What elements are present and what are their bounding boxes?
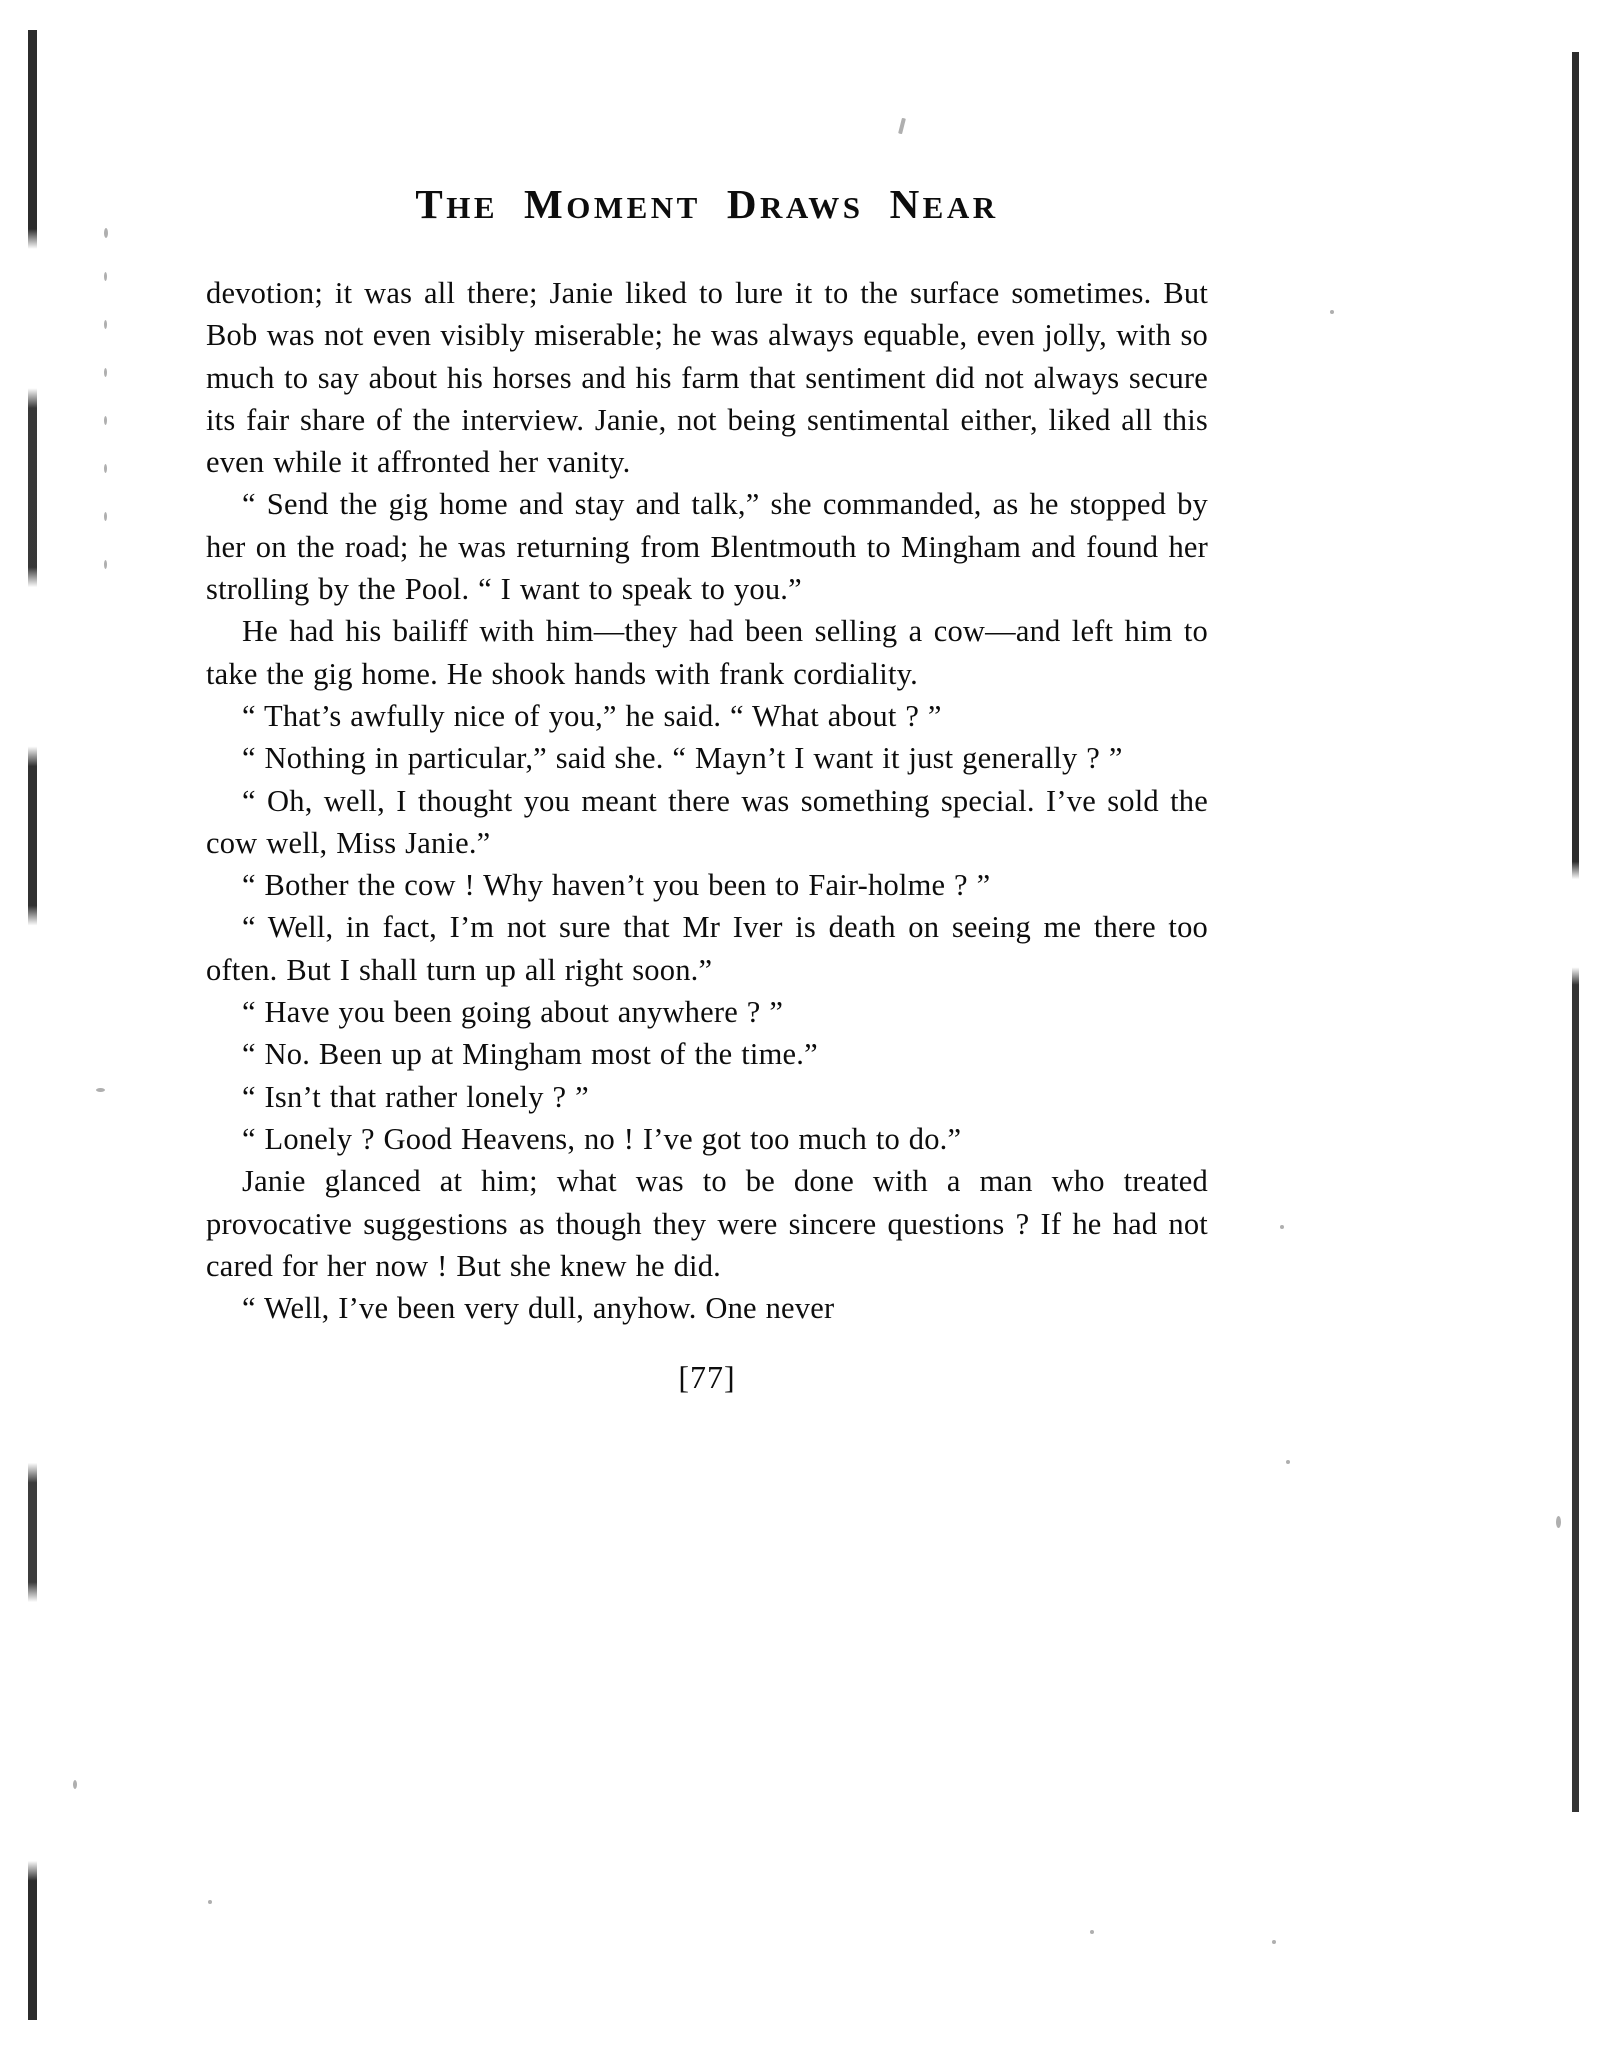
paragraph: “ Have you been going about anywhere ? ” xyxy=(242,995,784,1030)
scan-edge-left xyxy=(28,30,37,2020)
scan-speck xyxy=(898,118,906,134)
scan-speck xyxy=(104,228,108,238)
scan-edge-right xyxy=(1572,52,1579,1812)
paragraph: Janie glanced at him; what was to be done with a man who treated provocative suggestions as though they were sincere questions ? If he had not cared for her now ! But she knew he did. xyxy=(206,1164,1208,1283)
scan-speck xyxy=(1286,1460,1290,1464)
scan-speck xyxy=(104,320,107,329)
paragraph: He had his bailiff with him—they had been selling a cow—and left him to take the gig home. He shook hands with frank cordiality. xyxy=(206,614,1208,691)
paragraph: devotion; it was all there; Janie liked to lure it to the surface sometimes. But Bob was not even visibly miserable; he was always equable, even jolly, with so much to say about his horses and his farm that sentiment did not always secure its fair share of the interview. Janie, not being sentimental either, liked all this even while it affronted her vanity. xyxy=(206,276,1208,480)
scan-speck xyxy=(104,560,107,569)
paragraph: “ That’s awfully nice of you,” he said. “ What about ? ” xyxy=(242,698,942,733)
scan-speck xyxy=(1272,1940,1276,1944)
paragraph: “ Isn’t that rather lonely ? ” xyxy=(242,1079,589,1114)
scan-speck xyxy=(104,416,107,425)
scan-speck xyxy=(104,272,107,281)
scan-speck xyxy=(104,512,107,521)
scan-speck xyxy=(1090,1930,1094,1934)
paragraph: “ Nothing in particular,” said she. “ Mayn’t I want it just generally ? ” xyxy=(242,741,1123,776)
scan-speck xyxy=(208,1900,212,1904)
running-head-word-4: NEAR xyxy=(889,181,999,227)
paragraph: “ Send the gig home and stay and talk,” she commanded, as he stopped by her on the road; he was returning from Blentmouth to Mingham and found her strolling by the Pool. “ I want to speak to you.” xyxy=(206,487,1208,607)
scan-speck xyxy=(1330,310,1334,314)
paragraph: “ Oh, well, I thought you meant there was something special. I’ve sold the cow well, Miss Janie.” xyxy=(206,783,1208,860)
scan-speck xyxy=(104,464,107,473)
page-number: [77] xyxy=(678,1359,736,1396)
running-head-word-3: DRAWS xyxy=(726,181,864,227)
scan-speck xyxy=(73,1780,77,1789)
scan-speck xyxy=(1280,1225,1284,1229)
running-head xyxy=(206,180,1208,228)
running-head-word-1: THE xyxy=(415,181,499,227)
paragraph: “ No. Been up at Mingham most of the time.” xyxy=(242,1037,818,1072)
scan-speck xyxy=(96,1088,105,1092)
body-text xyxy=(206,272,1208,1329)
paragraph: “ Well, I’ve been very dull, anyhow. One never xyxy=(242,1291,835,1326)
paragraph: “ Well, in fact, I’m not sure that Mr Iver is death on seeing me there too often. But I shall turn up all right soon.” xyxy=(206,910,1208,987)
running-head-word-2: MOMENT xyxy=(524,181,701,227)
scan-speck xyxy=(1556,1516,1561,1528)
page-content xyxy=(206,180,1208,1396)
paragraph: “ Lonely ? Good Heavens, no ! I’ve got too much to do.” xyxy=(242,1121,962,1156)
scan-speck xyxy=(104,368,107,377)
paragraph: “ Bother the cow ! Why haven’t you been to Fair-holme ? ” xyxy=(242,868,991,903)
